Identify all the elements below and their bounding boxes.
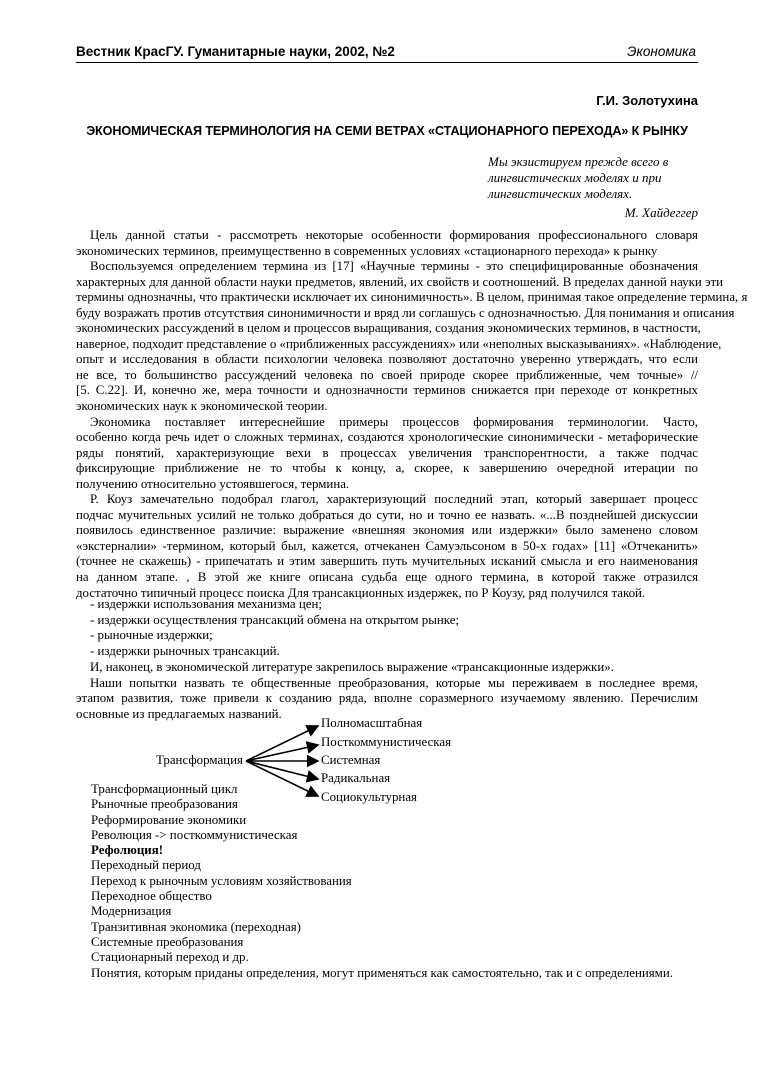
text-line: Экономика поставляет интереснейшие примеры процессов формирования терминологии. Часто, xyxy=(90,414,698,429)
text-line: «экстерналии» -термином, который был, кажется, отчеканен Самуэльсоном в 50-х годах» [11] «Отчеканить» xyxy=(76,538,698,553)
diagram-target: Системная xyxy=(321,753,381,767)
article-title: ЭКОНОМИЧЕСКАЯ ТЕРМИНОЛОГИЯ НА СЕМИ ВЕТРАХ «СТАЦИОНАРНОГО ПЕРЕХОДА» К РЫНКУ xyxy=(86,124,688,138)
text-line: достаточно типичный процесс поиска Для трансакционных издержек, по Р Коузу, ряд получился такой. xyxy=(76,585,646,600)
text-line: экономических рассуждений в целом и процессов выращивания, создания экономических терминов, в частности, xyxy=(76,321,701,336)
text-line: Р. Коуз замечательно подобрал глагол, характеризующий последний этап, который завершает процесс xyxy=(90,492,698,507)
arrow-icon xyxy=(246,726,318,761)
text-line: Наши попытки назвать те общественные преобразования, которые мы переживаем в последнее время, xyxy=(90,675,698,690)
epigraph-line: Мы экзистируем прежде всего в xyxy=(488,154,669,169)
term-item: Рефолюция! xyxy=(91,843,163,858)
terms-list xyxy=(91,782,673,981)
text-line: опыт и исследования в области психологии человека позволяют достаточно уверенно утверждать, что если xyxy=(76,352,698,367)
text-line: (точнее не скажешь) - припечатать и этим завершить путь мучительных исканий смысла и его наименования xyxy=(76,554,698,569)
text-line: термины однозначны, что практически исключает их синонимичность». В целом, принимая такое определение термина, я xyxy=(76,290,748,305)
article-author: Г.И. Золотухина xyxy=(596,93,698,108)
list-item: - издержки рыночных трансакций. xyxy=(90,643,280,658)
text-line: получению относительно устоявшегося, термина. xyxy=(76,476,350,491)
epigraph xyxy=(488,154,668,202)
running-header xyxy=(76,44,698,63)
text-line: ряды понятий, характеризующие вехи в процессах увеличения транспорентности, а также подчас xyxy=(76,445,698,460)
epigraph-author: М. Хайдеггер xyxy=(624,205,698,220)
arrow-icon xyxy=(246,761,318,779)
body-text-part1 xyxy=(76,228,748,601)
text-line: особенно когда речь идет о сложных терминах, создаются хронологические синонимически - метафорические xyxy=(76,430,698,445)
text-line: Цель данной статьи - рассмотреть некоторые особенности формирования профессионального словаря xyxy=(90,228,698,242)
body-text-part2 xyxy=(76,660,698,722)
diagram-source: Трансформация xyxy=(156,753,243,767)
term-item: Переход к рыночным условиям хозяйствования xyxy=(91,873,352,888)
text-line: Воспользуемся определением термина из [17] «Научные термины - это специфицированные обозначения xyxy=(90,259,698,274)
text-line: наверное, подходит представление о «приближенных рассуждениях» или «неполных высказываниях». «Наблюдение, xyxy=(76,336,722,351)
list-item: - издержки использования механизма цен; xyxy=(90,597,322,611)
text-line: характерных для данной области науки предметов, явлений, их свойств и соотношений. В пределах данной науки эти xyxy=(76,274,724,289)
text-line: появилось единственное различие: выражение «внешняя экономия или издержки» было заменено словом xyxy=(76,523,698,538)
diagram-target: Полномасштабная xyxy=(321,716,423,730)
text-line: на данном этапе. , В этой же книге описана судьба еще одного термина, в которой также отразился xyxy=(76,570,698,585)
text-line: подчас мучительных усилий не только добраться до сути, но и точно ее назвать. «...В позднейшей дискуссии xyxy=(76,507,698,522)
term-item: Трансформационный цикл xyxy=(91,782,238,796)
term-item: Переходный период xyxy=(91,858,201,873)
section-name: Экономика xyxy=(627,44,696,59)
closing-sentence: Понятия, которым приданы определения, могут применяться как самостоятельно, так и с определениями. xyxy=(91,965,673,980)
text-line: [5. С.22]. И, конечно же, мера точности и однозначности терминов снижается при переходе от конкретных xyxy=(76,383,698,398)
list-item: - издержки осуществления трансакций обмена на открытом рынке; xyxy=(90,612,460,627)
term-item: Модернизация xyxy=(91,904,172,919)
term-item: Рыночные преобразования xyxy=(91,797,238,812)
list-item: - рыночные издержки; xyxy=(90,628,213,643)
text-line: экономических наук к экономической теории. xyxy=(76,399,328,414)
text-line: экономических терминов, преимущественно в современных условиях «стационарного перехода» к рынку xyxy=(76,243,658,258)
epigraph-line: лингвистических моделях. xyxy=(488,186,633,201)
arrow-icon xyxy=(246,745,318,761)
term-item: Революция -> посткоммунистическая xyxy=(91,827,298,842)
journal-title: Вестник КрасГУ. Гуманитарные науки, 2002, №2 xyxy=(76,44,395,59)
term-item: Стационарный переход и др. xyxy=(91,950,249,965)
diagram-target: Посткоммунистическая xyxy=(321,735,452,749)
text-line: фиксирующие приближение не то чтобы к концу, а, скорее, к завершению очередной итерации по xyxy=(76,461,698,476)
diagram-target: Социокультурная xyxy=(321,790,417,804)
text-line: буду возражать против отсутствия синонимичности и вряд ли соглашусь с однозначностью. Для понимания и описания xyxy=(76,305,735,320)
text-line: основные из предлагаемых названий. xyxy=(76,706,282,721)
term-item: Системные преобразования xyxy=(91,934,244,949)
text-line: этапом развития, тоже привели к созданию ряда, вполне соразмерного изучаемому явлению. Перечислим xyxy=(76,691,698,706)
diagram-target: Радикальная xyxy=(321,771,391,785)
term-item: Переходное общество xyxy=(91,889,212,904)
text-line: И, наконец, в экономической литературе закрепилось выражение «трансакционные издержки». xyxy=(90,660,614,674)
text-line: не все, то большинство рассуждений человека по своей природе скорее приближенные, чем точные» // xyxy=(76,367,698,382)
term-item: Реформирование экономики xyxy=(91,812,247,827)
term-item: Транзитивная экономика (переходная) xyxy=(91,919,301,934)
epigraph-line: лингвистических моделях и при xyxy=(488,170,662,185)
cost-list xyxy=(90,597,712,659)
